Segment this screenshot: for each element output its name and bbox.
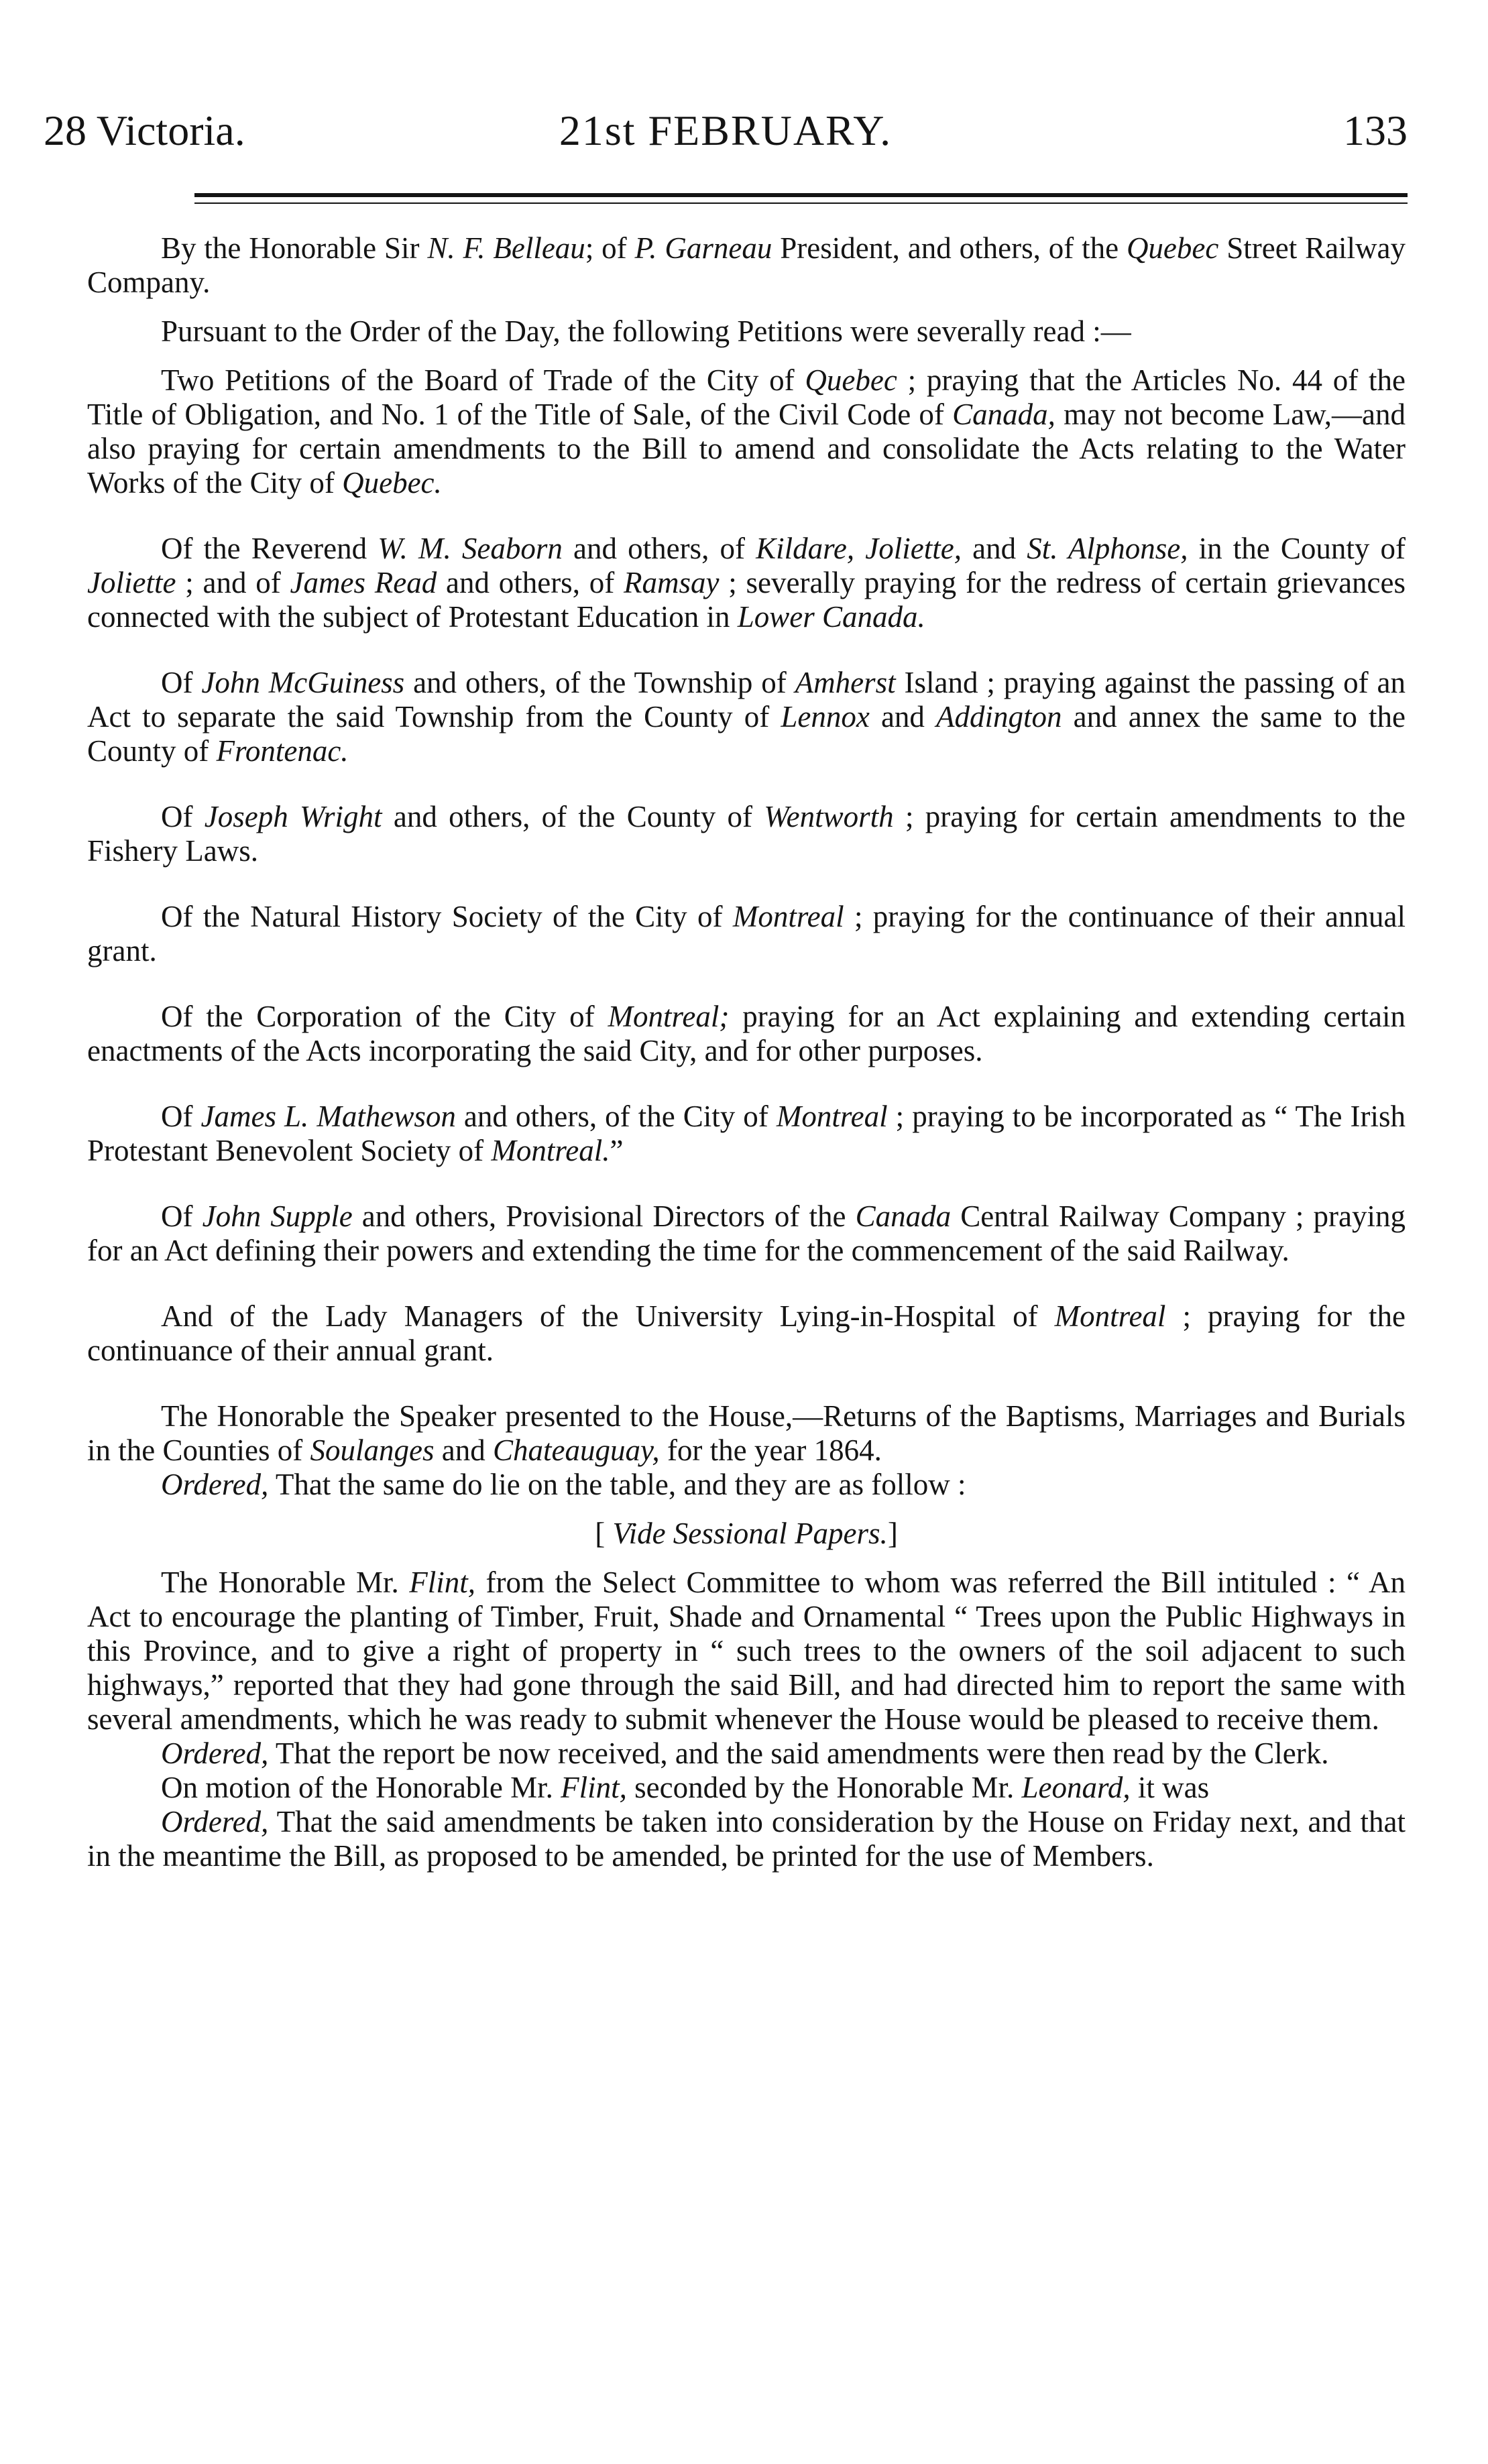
italic-run: Montreal	[732, 900, 844, 933]
text-run: Of the Reverend	[161, 532, 378, 565]
text-run: in the County of	[1188, 532, 1406, 565]
paragraph-wright	[87, 800, 1406, 868]
text-run: and others, of the City of	[455, 1100, 777, 1133]
italic-run: Quebec.	[342, 466, 442, 500]
text-run: from the Select Committee to whom was referred the Bill intituled : “ An Act to encourage the planting of Timber, Fruit, Shade and Ornamental “ Trees upon the Public Highways in this Province, and to give a right of property in “ such trees to the owners of the soil adjacent to such highways,” reported that they had gone through the said Bill, and had directed him to report the same with several amendments, which he was ready to submit whenever the House would be pleased to receive them.	[87, 1566, 1406, 1736]
text-run: and others, of	[437, 566, 624, 599]
text-run: and others, of the Township of	[404, 666, 795, 699]
header-date: 21st FEBRUARY.	[559, 107, 893, 154]
paragraph-mathewson	[87, 1100, 1406, 1168]
italic-run: Flint,	[409, 1566, 475, 1599]
italic-run: Quebec	[805, 363, 897, 397]
paragraph-ordered-consideration	[87, 1805, 1406, 1873]
italic-run: Lennox	[781, 700, 870, 734]
italic-run: Kildare, Joliette,	[756, 532, 962, 565]
text-run: and others, of the County of	[382, 800, 764, 833]
text-run: President, and others, of the	[772, 231, 1127, 265]
italic-run: Vide Sessional Papers.	[612, 1517, 888, 1550]
text-run: Of	[161, 800, 205, 833]
text-run: By the Honorable Sir	[161, 231, 428, 265]
italic-run: Frontenac.	[216, 734, 349, 768]
header-rule-thick	[194, 193, 1408, 197]
italic-run: Joseph Wright	[204, 800, 382, 833]
running-header	[44, 101, 1408, 161]
paragraph-natural-history	[87, 900, 1406, 968]
text-run: Of	[161, 1199, 203, 1233]
text-run: and annex the same to the County of	[87, 700, 1406, 768]
text-run: On motion of the Honorable Mr.	[161, 1771, 561, 1804]
text-run: it was	[1130, 1771, 1210, 1804]
text-run: Of the Corporation of the City of	[161, 1000, 608, 1033]
italic-run: Montreal;	[608, 1000, 730, 1033]
text-run: ; praying for the continuance of their annual grant.	[87, 900, 1406, 967]
text-run: praying for an Act explaining and extending certain enactments of the Acts incorporating the said City, and for other purposes.	[87, 1000, 1406, 1067]
italic-run: Leonard,	[1021, 1771, 1131, 1804]
paragraph-lady-managers	[87, 1299, 1406, 1368]
text-run: Street Railway Company.	[87, 231, 1406, 299]
italic-run: Joliette	[87, 566, 176, 599]
italic-run: Montreal	[776, 1100, 888, 1133]
italic-run: John McGuiness	[201, 666, 405, 699]
italic-run: St. Alphonse,	[1027, 532, 1188, 565]
text-run: and	[869, 700, 937, 734]
text-run: The Honorable Mr.	[161, 1566, 410, 1599]
text-run: Of	[161, 1100, 201, 1133]
text-run: and	[961, 532, 1027, 565]
text-run: That the said amendments be taken into consideration by the House on Friday next, and that in the meantime the Bill, as proposed to be amended, be printed for the use of Members.	[87, 1805, 1406, 1873]
text-run: ; praying for the continuance of their annual grant.	[87, 1299, 1406, 1367]
paragraph-reverend-seaborn	[87, 532, 1406, 634]
italic-run: Quebec	[1126, 231, 1219, 265]
italic-run: Montreal	[1054, 1299, 1166, 1333]
text-run: And of the Lady Managers of the University Lying-in-Hospital of	[161, 1299, 1055, 1333]
text-run: ; praying that the Articles No. 44 of the Title of Obligation, and No. 1 of the Title of Sale, of the Civil Code of	[87, 363, 1406, 431]
paragraph-ordered-lie-on-table	[87, 1468, 1406, 1502]
italic-run: Montreal.	[491, 1134, 610, 1167]
text-run: The Honorable the Speaker presented to the House,—Returns of the Baptisms, Marriages and Burials in the Counties of	[87, 1399, 1406, 1467]
italic-run: Addington	[936, 700, 1062, 734]
italic-run: Canada,	[952, 398, 1055, 431]
italic-run: Lower Canada.	[737, 600, 925, 634]
paragraph-corporation-montreal	[87, 1000, 1406, 1068]
italic-run: Amherst	[795, 666, 896, 699]
italic-run: Flint,	[561, 1771, 627, 1804]
italic-run: Soulanges	[310, 1433, 435, 1467]
italic-run: Ordered,	[161, 1468, 269, 1501]
text-run: and others, of	[562, 532, 756, 565]
paragraph-order-of-day	[87, 314, 1406, 349]
italic-run: Canada	[855, 1199, 952, 1233]
text-run: and	[434, 1433, 493, 1467]
italic-run: Ramsay	[623, 566, 720, 599]
text-run: That the same do lie on the table, and they are as follow :	[268, 1468, 966, 1501]
text-run: ; and of	[176, 566, 290, 599]
text-run: ; praying to be incorporated as “ The Irish Protestant Benevolent Society of	[87, 1100, 1406, 1167]
text-run: Of the Natural History Society of the City of	[161, 900, 733, 933]
italic-run: Wentworth	[764, 800, 894, 833]
italic-run: James Read	[290, 566, 437, 599]
text-run: ]	[887, 1517, 898, 1550]
text-run: and others, Provisional Directors of the	[352, 1199, 856, 1233]
text-run: Pursuant to the Order of the Day, the following Petitions were severally read :—	[161, 314, 1131, 348]
text-run: for the year 1864.	[659, 1433, 882, 1467]
italic-run: Ordered,	[161, 1737, 269, 1770]
text-run: ”	[610, 1134, 624, 1167]
paragraph-flint-report	[87, 1566, 1406, 1737]
text-run: seconded by the Honorable Mr.	[626, 1771, 1022, 1804]
paragraph-speaker-returns	[87, 1399, 1406, 1468]
header-rule-thin	[194, 202, 1408, 204]
paragraph-motion-flint	[87, 1771, 1406, 1805]
paragraph-ordered-report-received	[87, 1737, 1406, 1771]
text-run: Two Petitions of the Board of Trade of the City of	[161, 363, 805, 397]
text-run: [	[595, 1517, 613, 1550]
header-regnal-year: 28 Victoria.	[44, 107, 245, 154]
italic-run: P. Garneau	[634, 231, 772, 265]
text-run: Central Railway Company ; praying for an Act defining their powers and extending the time for the commencement of the said Railway.	[87, 1199, 1406, 1267]
text-run: ; praying for certain amendments to the Fishery Laws.	[87, 800, 1406, 868]
text-run: may not become Law,—and also praying for certain amendments to the Bill to amend and consolidate the Acts relating to the Water Works of the City of	[87, 398, 1406, 500]
paragraph-mcguiness	[87, 666, 1406, 768]
paragraph-petition-belleau	[87, 231, 1406, 300]
paragraph-supple	[87, 1199, 1406, 1268]
page-body	[87, 231, 1406, 1873]
italic-run: N. F. Belleau	[427, 231, 585, 265]
italic-run: James L. Mathewson	[201, 1100, 456, 1133]
italic-run: W. M. Seaborn	[378, 532, 563, 565]
italic-run: Chateauguay,	[492, 1433, 660, 1467]
paragraph-board-of-trade	[87, 363, 1406, 500]
italic-run: John Supple	[202, 1199, 353, 1233]
text-run: ; severally praying for the redress of certain grievances connected with the subject of Protestant Education in	[87, 566, 1406, 634]
text-run: ; of	[585, 231, 635, 265]
paragraph-vide-sessional-papers	[87, 1517, 1406, 1551]
text-run: Island ; praying against the passing of an Act to separate the said Township from the County of	[87, 666, 1406, 734]
text-run: Of	[161, 666, 202, 699]
text-run: That the report be now received, and the said amendments were then read by the Clerk.	[268, 1737, 1329, 1770]
page-number: 133	[1343, 107, 1408, 154]
italic-run: Ordered,	[161, 1805, 269, 1838]
